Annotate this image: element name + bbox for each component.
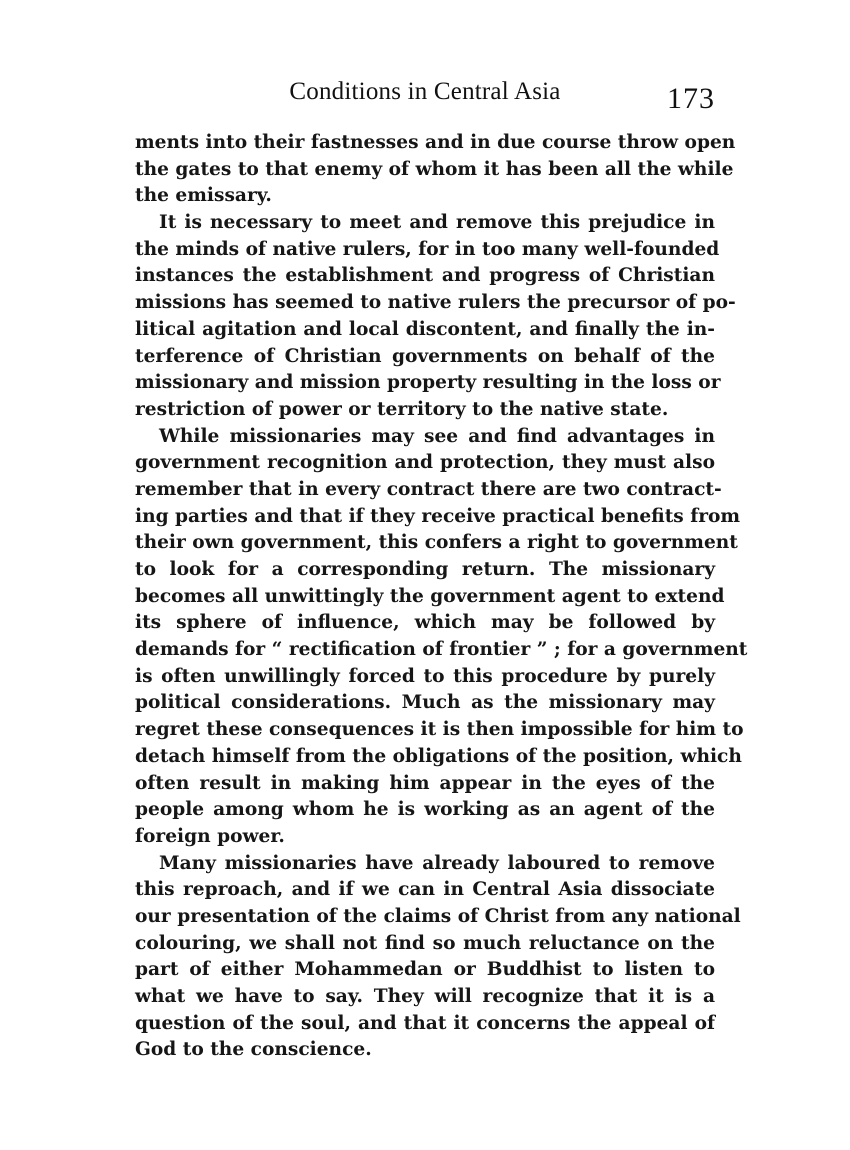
text-line: the gates to that enemy of whom it has been all the while — [135, 158, 734, 180]
text-line: Many missionaries have already laboured to remove — [159, 852, 715, 874]
body-text — [135, 130, 748, 1064]
running-head — [135, 78, 715, 118]
text-line: their own government, this confers a right to government — [135, 532, 738, 554]
text-line: foreign power. — [135, 825, 285, 847]
text-line: the minds of native rulers, for in too many well-founded — [135, 238, 720, 260]
text-line: its sphere of influence, which may be followed by — [135, 612, 715, 634]
page-number: 173 — [667, 82, 715, 115]
text-line: our presentation of the claims of Christ from any national — [135, 905, 741, 927]
text-line: terference of Christian governments on behalf of the — [135, 345, 715, 367]
text-line: this reproach, and if we can in Central Asia dissociate — [135, 879, 715, 901]
text-line: regret these consequences it is then impossible for him to — [135, 719, 744, 741]
text-line: litical agitation and local discontent, and finally the in- — [135, 318, 715, 340]
text-line: what we have to say. They will recognize that it is a — [135, 986, 715, 1007]
text-line: becomes all unwittingly the government agent to extend — [135, 585, 725, 607]
text-line: government recognition and protection, they must also — [135, 452, 715, 474]
text-line: remember that in every contract there are two contract- — [135, 478, 722, 500]
text-line: ing parties and that if they receive practical benefits from — [135, 505, 741, 527]
paragraph — [135, 424, 748, 851]
text-line: missionary and mission property resulting in the loss or — [135, 372, 721, 394]
paragraph — [135, 130, 736, 210]
text-line: political considerations. Much as the missionary may — [135, 692, 715, 714]
text-line: demands for “ rectification of frontier ” ; for a government — [135, 639, 748, 661]
text-line: the emissary. — [135, 185, 272, 207]
text-line: often result in making him appear in the eyes of the — [135, 772, 715, 794]
text-line: to look for a corresponding return. The missionary — [135, 559, 715, 580]
running-head-title: Conditions in Central Asia — [289, 78, 561, 105]
text-line: While missionaries may see and find advantages in — [159, 425, 715, 447]
text-line: detach himself from the obligations of the position, which — [135, 745, 742, 767]
text-line: people among whom he is working as an agent of the — [135, 799, 715, 821]
text-line: restriction of power or territory to the native state. — [135, 398, 669, 420]
text-line: colouring, we shall not find so much reluctance on the — [135, 932, 715, 954]
text-line: God to the conscience. — [135, 1039, 372, 1061]
text-line: instances the establishment and progress of Christian — [135, 265, 715, 287]
text-line: question of the soul, and that it concerns the appeal of — [135, 1012, 715, 1034]
text-line: is often unwillingly forced to this procedure by purely — [135, 665, 715, 687]
text-line: It is necessary to meet and remove this prejudice in — [159, 212, 715, 234]
text-line: ments into their fastnesses and in due course throw open — [135, 132, 736, 153]
text-line: missions has seemed to native rulers the precursor of po- — [135, 292, 736, 314]
paragraph — [135, 851, 741, 1065]
text-line: part of either Mohammedan or Buddhist to listen to — [135, 959, 715, 981]
paragraph — [135, 210, 736, 424]
